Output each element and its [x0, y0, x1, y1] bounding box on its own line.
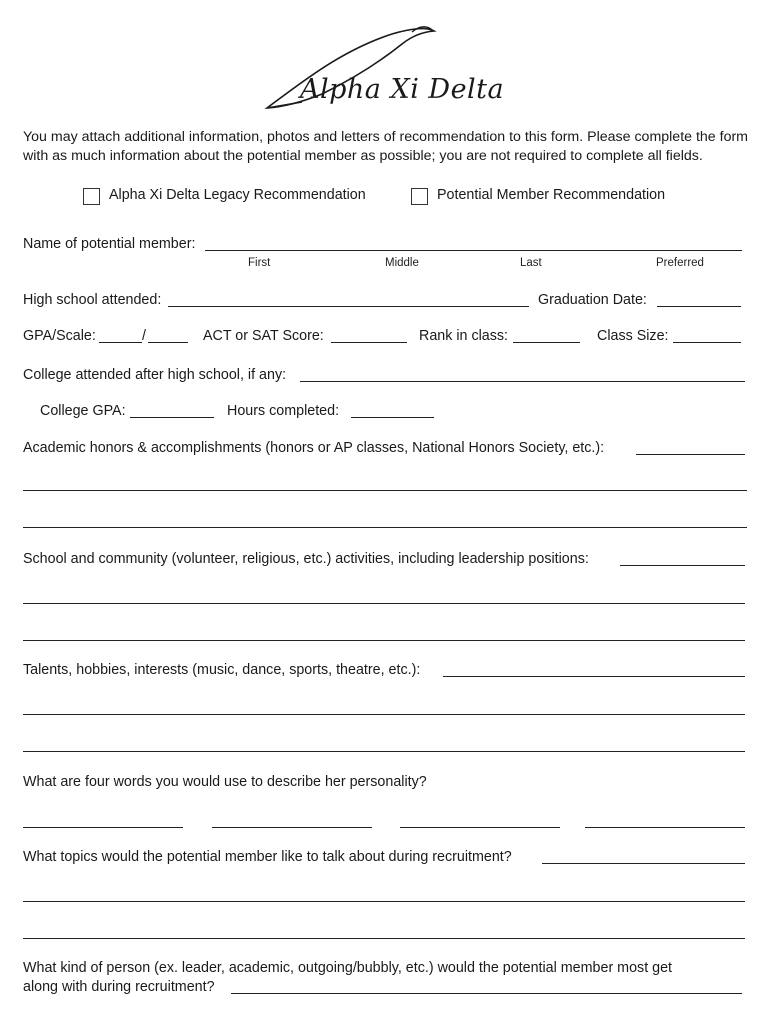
activities-answer-line-1[interactable]	[23, 603, 745, 604]
activities-question: School and community (volunteer, religious, etc.) activities, including leadership positions:	[23, 551, 589, 567]
topics-answer-line-2[interactable]	[23, 938, 745, 939]
logo	[262, 22, 512, 117]
kind-person-input-line[interactable]	[231, 993, 742, 994]
topics-answer-line-1[interactable]	[23, 901, 745, 902]
rank-label: Rank in class:	[419, 328, 508, 344]
high-school-input-line[interactable]	[168, 306, 529, 307]
logo-text: Alpha Xi Delta	[300, 74, 505, 105]
legacy-checkbox[interactable]	[83, 188, 100, 205]
topics-input-line[interactable]	[542, 863, 745, 864]
personality-word-line-2[interactable]	[212, 827, 372, 828]
talents-answer-line-2[interactable]	[23, 751, 745, 752]
rank-input-line[interactable]	[513, 342, 580, 343]
academic-input-line[interactable]	[636, 454, 745, 455]
potential-member-label: Potential Member Recommendation	[437, 187, 666, 203]
activities-answer-line-2[interactable]	[23, 640, 745, 641]
graduation-date-label: Graduation Date:	[538, 292, 647, 308]
activities-input-line[interactable]	[620, 565, 745, 566]
name-sub-preferred: Preferred	[656, 257, 704, 269]
personality-word-line-4[interactable]	[585, 827, 745, 828]
academic-answer-line-2[interactable]	[23, 527, 747, 528]
high-school-label: High school attended:	[23, 292, 162, 308]
college-gpa-input-line[interactable]	[130, 417, 214, 418]
hours-completed-label: Hours completed:	[227, 403, 340, 419]
academic-question: Academic honors & accomplishments (honors or AP classes, National Honors Society, etc.):	[23, 440, 605, 456]
name-input-line[interactable]	[205, 250, 742, 251]
graduation-date-input-line[interactable]	[657, 306, 741, 307]
personality-question: What are four words you would use to describe her personality?	[23, 774, 427, 790]
college-input-line[interactable]	[300, 381, 745, 382]
college-gpa-label: College GPA:	[40, 403, 126, 419]
gpa-label: GPA/Scale:	[23, 328, 96, 344]
potential-member-checkbox[interactable]	[411, 188, 428, 205]
gpa-separator: /	[142, 328, 146, 344]
legacy-label: Alpha Xi Delta Legacy Recommendation	[109, 187, 366, 203]
act-sat-label: ACT or SAT Score:	[203, 328, 324, 344]
personality-word-line-3[interactable]	[400, 827, 560, 828]
act-sat-input-line[interactable]	[331, 342, 407, 343]
name-sub-middle: Middle	[385, 257, 419, 269]
class-size-input-line[interactable]	[673, 342, 741, 343]
kind-person-question-line-2: along with during recruitment?	[23, 979, 215, 995]
class-size-label: Class Size:	[597, 328, 669, 344]
intro-text: You may attach additional information, photos and letters of recommendation to this form. Please complete the form with as much information about the potential member as possible; you are not required to complete all fields.	[23, 129, 749, 164]
talents-answer-line-1[interactable]	[23, 714, 745, 715]
name-sub-first: First	[248, 257, 271, 269]
kind-person-question-line-1: What kind of person (ex. leader, academic, outgoing/bubbly, etc.) would the potential member most get	[23, 960, 673, 976]
gpa-scale-input-line[interactable]	[148, 342, 188, 343]
academic-answer-line-1[interactable]	[23, 490, 747, 491]
gpa-input-line[interactable]	[99, 342, 142, 343]
topics-question: What topics would the potential member like to talk about during recruitment?	[23, 849, 512, 865]
personality-word-line-1[interactable]	[23, 827, 183, 828]
name-label: Name of potential member:	[23, 236, 196, 252]
talents-question: Talents, hobbies, interests (music, dance, sports, theatre, etc.):	[23, 662, 421, 678]
college-label: College attended after high school, if any:	[23, 367, 287, 383]
talents-input-line[interactable]	[443, 676, 745, 677]
hours-completed-input-line[interactable]	[351, 417, 434, 418]
name-sub-last: Last	[520, 257, 542, 269]
